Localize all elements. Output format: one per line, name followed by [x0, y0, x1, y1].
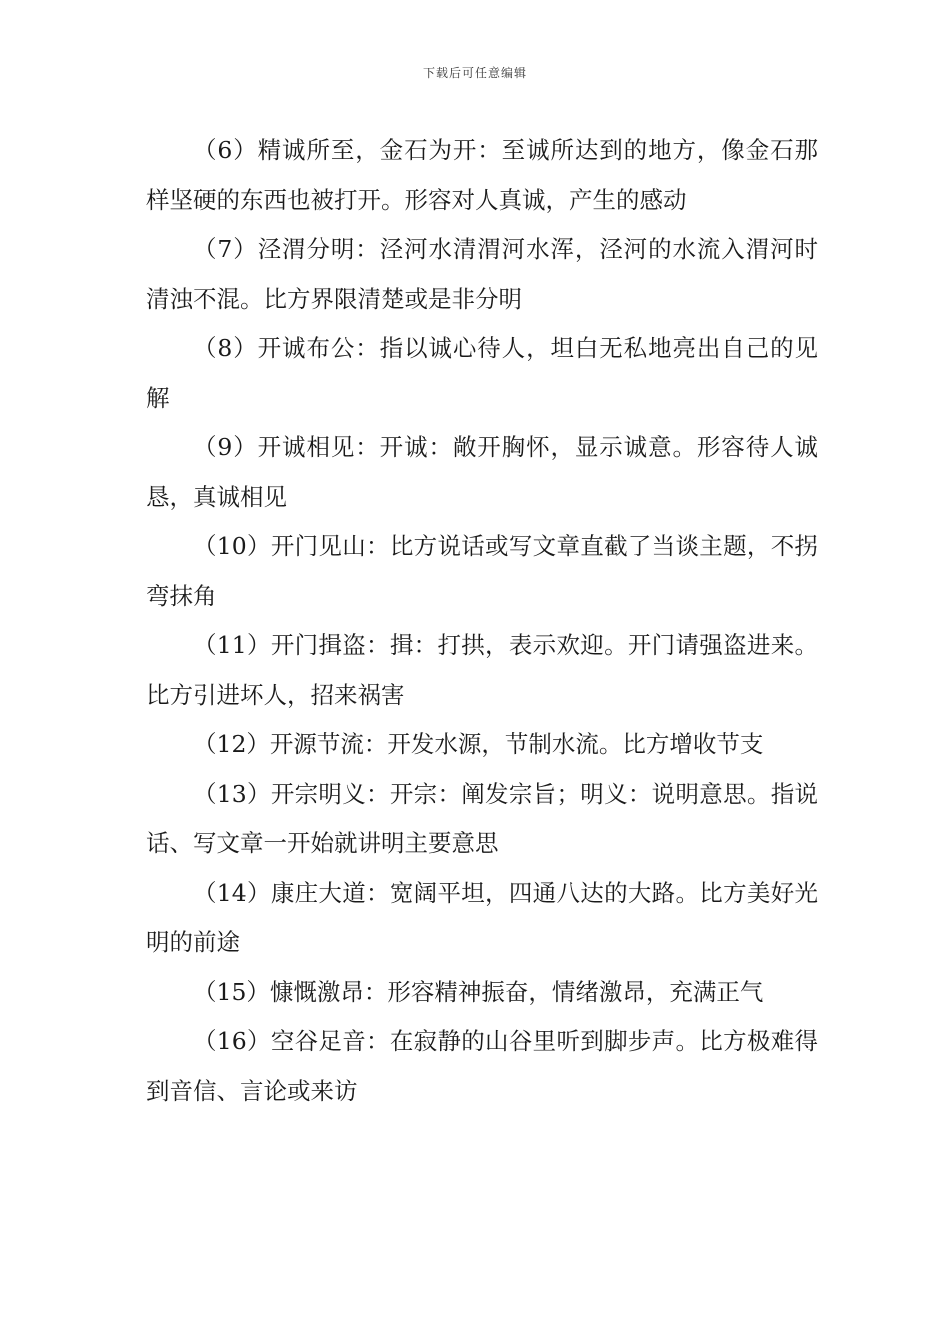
- idiom-entry-12: （12）开源节流：开发水源，节制水流。比方增收节支: [193, 730, 764, 758]
- idiom-entry-9: （9）开诚相见：开诚：敞开胸怀，显示诚意。形容待人诚恳，真诚相见: [146, 433, 818, 511]
- idiom-entry-15: （15）慷慨激昂：形容精神振奋，情绪激昂，充满正气: [193, 977, 764, 1006]
- idiom-entry-11: （11）开门揖盗：揖：打拱，表示欢迎。开门请强盗进来。比方引进坏人，招来祸害: [146, 631, 818, 709]
- idiom-entry-10: （10）开门见山：比方说话或写文章直截了当谈主题，不拐弯抹角: [146, 532, 818, 610]
- idiom-entry-16: （16）空谷足音：在寂静的山谷里听到脚步声。比方极难得到音信、言论或来访: [146, 1027, 818, 1105]
- idiom-entry-14: （14）康庄大道：宽阔平坦，四通八达的大路。比方美好光明的前途: [146, 878, 818, 956]
- idiom-entry-7: （7）泾渭分明：泾河水清渭河水浑，泾河的水流入渭河时清浊不混。比方界限清楚或是非分明: [146, 235, 818, 313]
- idiom-entry-13: （13）开宗明义：开宗：阐发宗旨；明义：说明意思。指说话、写文章一开始就讲明主要意思: [146, 779, 818, 857]
- page-header: 下载后可任意编辑: [422, 66, 527, 80]
- idiom-entry-6: （6）精诚所至，金石为开：至诚所达到的地方，像金石那样坚硬的东西也被打开。形容对人真诚，产生的感动: [146, 136, 818, 214]
- document-body: [146, 126, 818, 1116]
- idiom-entry-8: （8）开诚布公：指以诚心待人，坦白无私地亮出自己的见解: [146, 334, 818, 412]
